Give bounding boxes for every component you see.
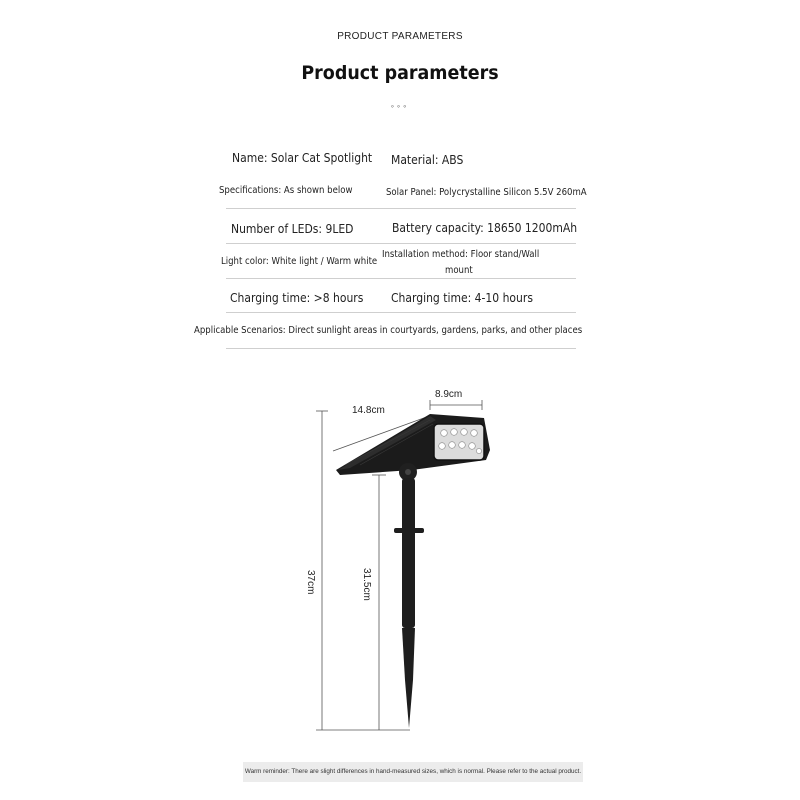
dimension-line-stake-height — [372, 475, 386, 730]
dimension-line-width — [430, 400, 482, 410]
solar-lamp-head — [336, 414, 490, 481]
dimension-label-width: 8.9cm — [435, 389, 463, 400]
dimension-label-stake-height: 31.5cm — [361, 568, 372, 601]
spec-material: Material: ABS — [391, 153, 464, 167]
footer-note: Warm reminder: There are slight differences in hand-measured sizes, which is normal. Please refer to the actual product. — [244, 768, 582, 775]
spec-battery: Battery capacity: 18650 1200mAh — [392, 221, 578, 235]
spec-charging-time-right: Charging time: 4-10 hours — [391, 291, 533, 305]
page-title: Product parameters — [301, 62, 499, 84]
spec-specifications: Specifications: As shown below — [219, 185, 353, 196]
ground-stake — [394, 478, 424, 728]
dimension-label-length: 14.8cm — [352, 405, 385, 416]
spec-scenarios: Applicable Scenarios: Direct sunlight areas in courtyards, gardens, parks, and other places — [194, 325, 583, 336]
decorative-dots: ◦◦◦ — [390, 101, 410, 111]
section-subtitle: PRODUCT PARAMETERS — [337, 31, 463, 42]
spec-charging-time-left: Charging time: >8 hours — [230, 291, 364, 305]
dimension-label-total-height: 37cm — [305, 570, 316, 595]
spec-installation-line2: mount — [445, 265, 473, 276]
spec-light-color: Light color: White light / Warm white — [221, 256, 378, 267]
spec-installation-line1: Installation method: Floor stand/Wall — [382, 249, 540, 260]
spec-solar-panel: Solar Panel: Polycrystalline Silicon 5.5V 260mA — [386, 187, 587, 198]
spec-leds: Number of LEDs: 9LED — [231, 222, 354, 236]
spec-name: Name: Solar Cat Spotlight — [232, 151, 373, 165]
